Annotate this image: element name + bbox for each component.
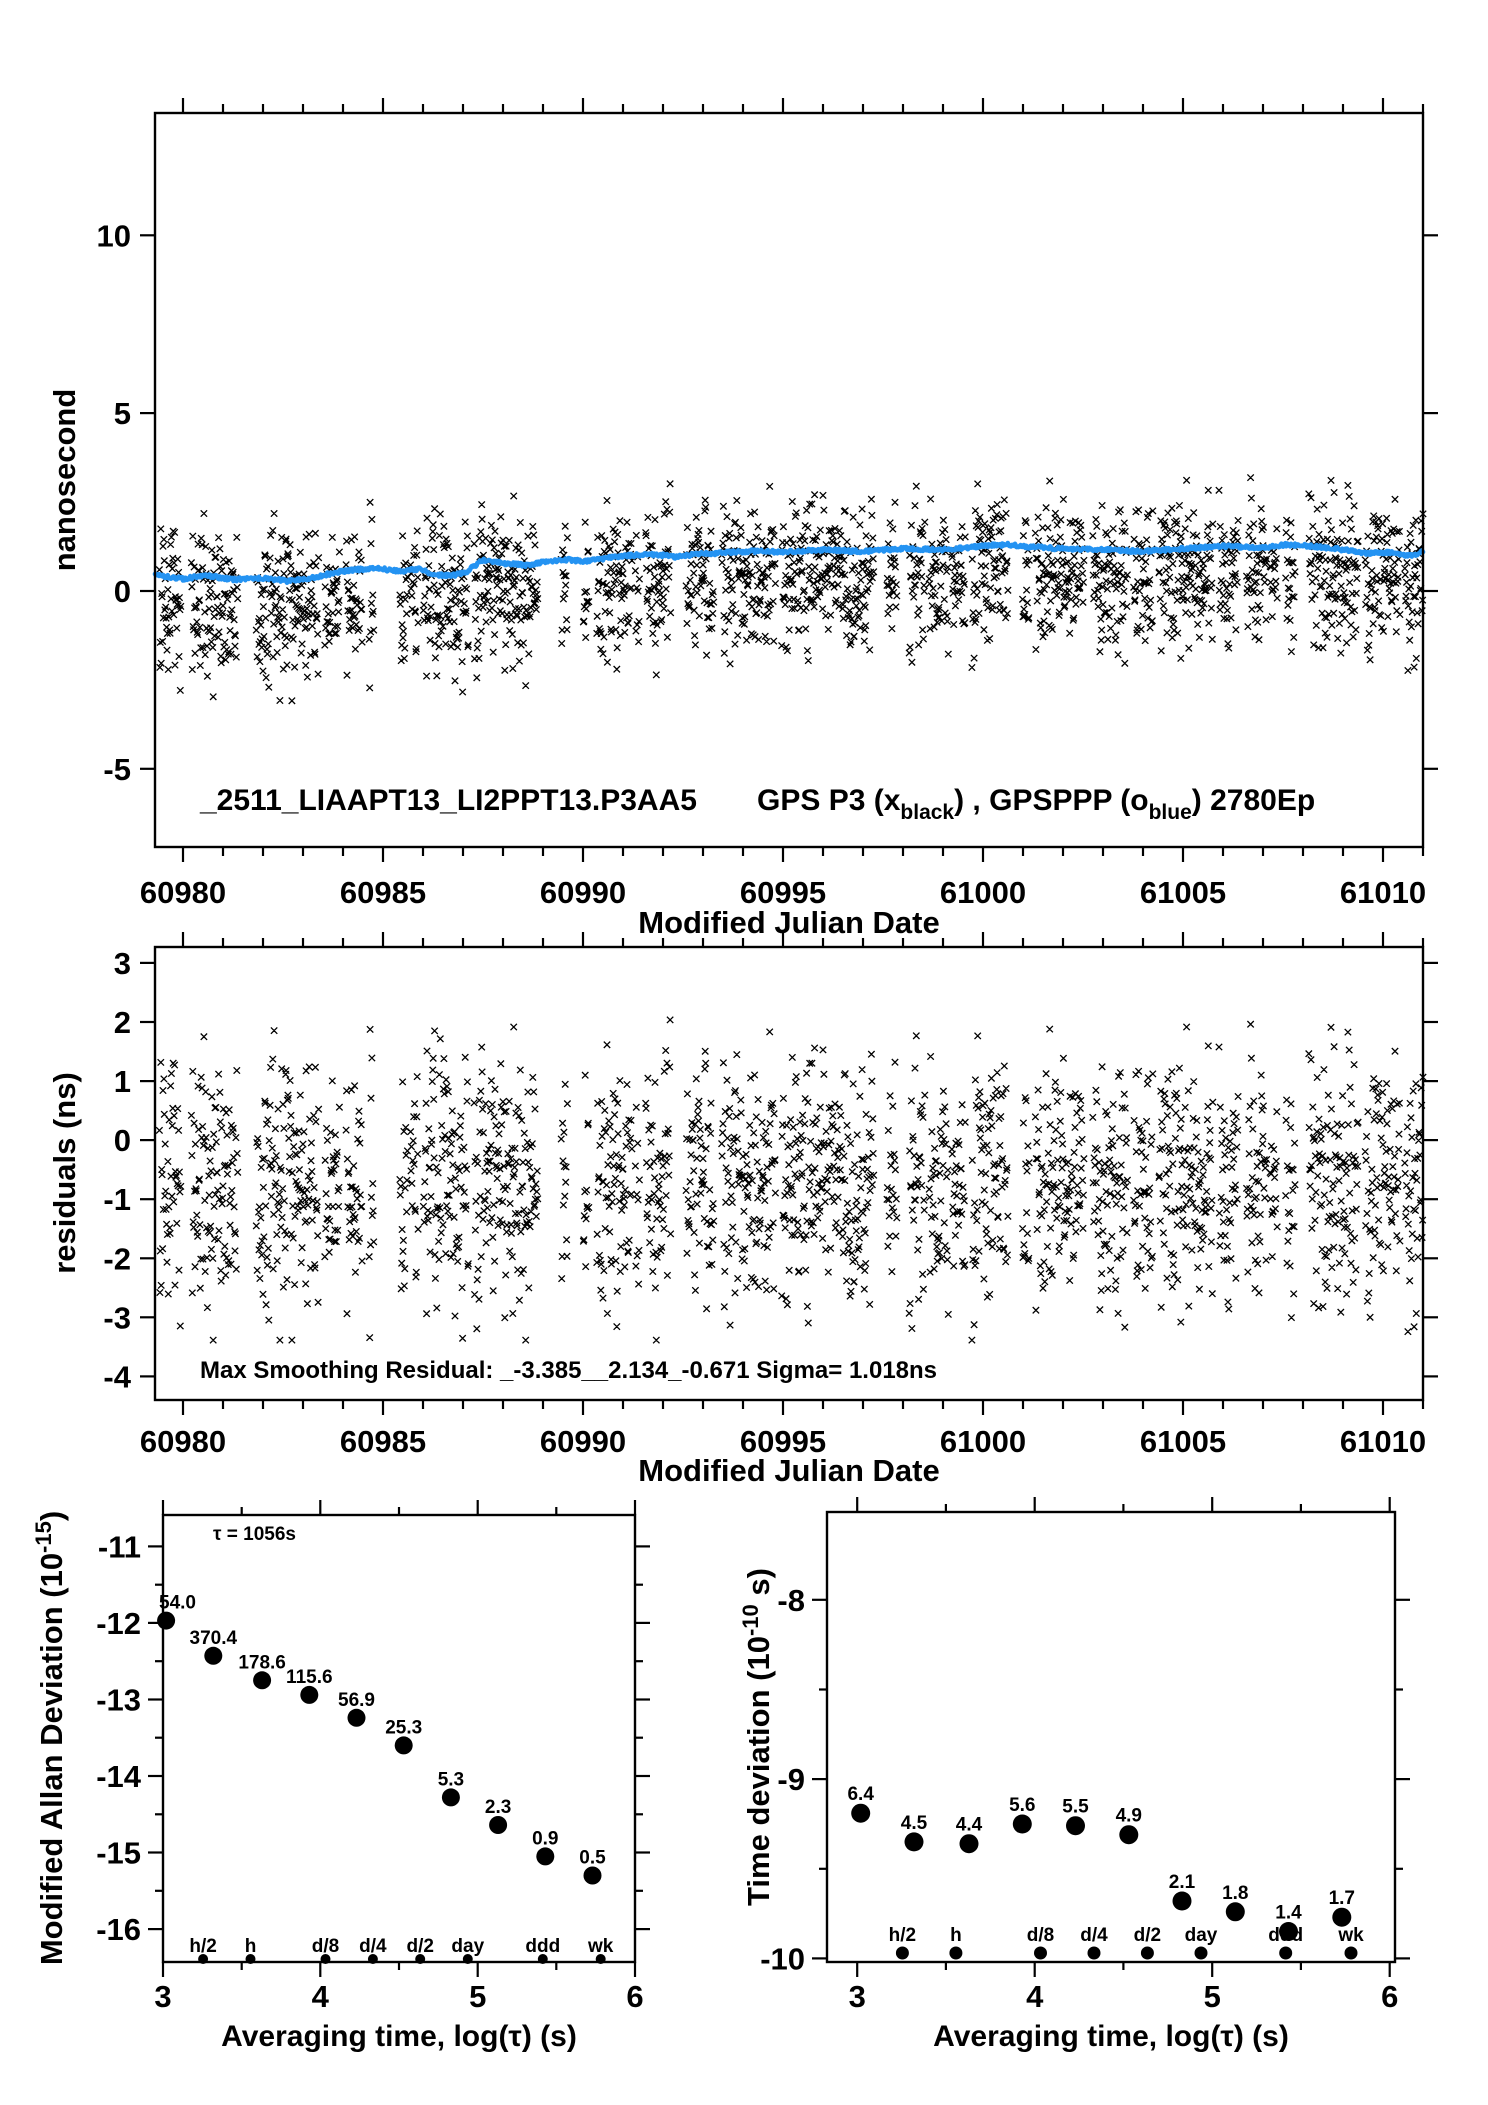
tick-label: -1 xyxy=(103,1182,131,1218)
mdev-value-label: 0.5 xyxy=(579,1847,606,1869)
tick-label: 3 xyxy=(154,1979,172,2014)
tdev-value-label: 4.5 xyxy=(900,1812,928,1834)
tau-grid-dot xyxy=(1279,1947,1292,1960)
mdev-value-label: 25.3 xyxy=(385,1717,423,1739)
tdev-point xyxy=(905,1832,924,1851)
tick-label: 3 xyxy=(113,945,131,981)
tau-grid-dot xyxy=(1088,1947,1101,1960)
tick-label: -12 xyxy=(96,1605,141,1641)
tick-label: 60980 xyxy=(139,1424,227,1459)
tdev-value-label: 2.1 xyxy=(1168,1872,1196,1893)
tdev-value-label: 1.8 xyxy=(1222,1882,1249,1904)
title-part: ) , GPSPPP (o xyxy=(954,784,1149,817)
mdev-point xyxy=(536,1847,554,1865)
title-part: ) 2780Ep xyxy=(1191,784,1316,817)
tick-label: 2 xyxy=(113,1005,131,1040)
tick-label: 10 xyxy=(96,218,131,254)
tick-label: -11 xyxy=(97,1529,141,1565)
tick-label: 4 xyxy=(1026,1979,1044,2014)
tau-grid-label: d/2 xyxy=(406,1936,434,1957)
mdev-value-label: 54.0 xyxy=(159,1592,196,1614)
tau-grid-dot xyxy=(1345,1947,1358,1960)
tau-grid-label: wk xyxy=(588,1936,614,1957)
tau-grid-label: day xyxy=(451,1936,485,1957)
ylabel-superscript: -10 xyxy=(738,1604,763,1637)
top-x-axis-label: Modified Julian Date xyxy=(638,905,940,940)
tau-grid-label: d/8 xyxy=(311,1936,340,1957)
mdev-value-label: 56.9 xyxy=(338,1689,375,1711)
tdev-value-label: 1.7 xyxy=(1328,1888,1356,1910)
tau-annotation: τ = 1056s xyxy=(213,1524,296,1545)
tick-label: -8 xyxy=(777,1582,805,1618)
tau-grid-dot xyxy=(1034,1947,1047,1960)
tau-grid-label: h xyxy=(244,1936,257,1957)
tick-label: 61000 xyxy=(939,1424,1027,1459)
max-smoothing-residual-annotation: Max Smoothing Residual: _-3.385__2.134_-0.671 Sigma= 1.018ns xyxy=(200,1357,938,1384)
title-subscript-blue: blue xyxy=(1148,801,1192,824)
tick-label: 6 xyxy=(1381,1979,1399,2014)
tick-label: -13 xyxy=(96,1682,141,1718)
tdev-value-label: 6.4 xyxy=(847,1784,874,1806)
mdev-point xyxy=(489,1816,507,1834)
tick-label: 60995 xyxy=(739,875,827,910)
tdev-point xyxy=(1066,1816,1085,1835)
tick-label: 0 xyxy=(113,1123,131,1159)
tick-label: 61000 xyxy=(939,875,1027,910)
ylabel-part: ) xyxy=(34,1510,69,1522)
tick-label: -5 xyxy=(103,751,131,787)
ylabel-part: Time deviation (10 xyxy=(741,1636,776,1906)
tick-label: 61010 xyxy=(1339,1424,1427,1459)
tau-grid-label: d/4 xyxy=(359,1936,387,1957)
tick-label: 1 xyxy=(113,1064,131,1100)
tick-label: 61005 xyxy=(1139,875,1227,910)
tick-label: 61005 xyxy=(1139,1424,1227,1459)
title-part: GPS P3 (x xyxy=(757,784,901,817)
mdev-value-label: 115.6 xyxy=(286,1666,333,1688)
tdev-value-label: 5.6 xyxy=(1009,1795,1036,1816)
mdev-point xyxy=(204,1647,222,1665)
tick-label: 6 xyxy=(626,1979,644,2014)
tau-grid-label: d/4 xyxy=(1080,1925,1108,1946)
tau-grid-label: d/8 xyxy=(1026,1925,1055,1946)
ylabel-part: Modified Allan Deviation (10 xyxy=(34,1552,69,1966)
tau-grid-label: d/2 xyxy=(1133,1925,1162,1946)
tick-label: -9 xyxy=(777,1762,805,1798)
tdev-point xyxy=(960,1834,979,1853)
tdev-point xyxy=(1173,1892,1192,1911)
tdev-point xyxy=(1119,1825,1138,1844)
top-title-left: _2511_LIAAPT13_LI2PPT13.P3AA5 xyxy=(200,784,697,817)
tau-grid-label: ddd xyxy=(1268,1925,1304,1946)
tau-grid-label: h xyxy=(950,1925,962,1946)
tick-label: -4 xyxy=(103,1359,131,1395)
tdev-point xyxy=(1013,1815,1032,1834)
tau-grid-label: h/2 xyxy=(888,1925,917,1946)
tick-label: 60985 xyxy=(339,875,427,910)
mdev-y-axis-label xyxy=(31,1511,69,1965)
mdev-value-label: 370.4 xyxy=(189,1627,238,1649)
tdev-value-label: 4.9 xyxy=(1115,1805,1143,1827)
tdev-point xyxy=(851,1804,870,1823)
tick-label: 5 xyxy=(469,1979,487,2014)
mdev-value-label: 2.3 xyxy=(484,1797,512,1818)
tau-grid-label: wk xyxy=(1338,1925,1364,1946)
tau-grid-label: ddd xyxy=(525,1936,561,1957)
residuals-y-axis-label: residuals (ns) xyxy=(47,1072,82,1274)
tick-label: 61010 xyxy=(1339,875,1427,910)
tick-label: -10 xyxy=(760,1941,805,1977)
residuals-x-axis-label: Modified Julian Date xyxy=(638,1453,940,1488)
tick-label: 60985 xyxy=(339,1424,427,1459)
mdev-point xyxy=(300,1686,318,1704)
mdev-point xyxy=(253,1671,271,1689)
mdev-value-label: 0.9 xyxy=(532,1828,559,1850)
tick-label: 3 xyxy=(848,1979,866,2014)
tick-label: -14 xyxy=(96,1759,141,1794)
tdev-value-label: 4.4 xyxy=(955,1814,983,1836)
mdev-x-axis-label: Averaging time, log(τ) (s) xyxy=(221,2020,577,2053)
mdev-value-label: 178.6 xyxy=(238,1652,286,1674)
tau-grid-dot xyxy=(896,1947,909,1960)
tick-label: -2 xyxy=(103,1241,131,1277)
tdev-value-label: 5.5 xyxy=(1062,1796,1089,1818)
mdev-point xyxy=(157,1612,175,1630)
mdev-point xyxy=(395,1736,413,1754)
tau-grid-dot xyxy=(1195,1947,1208,1960)
tau-grid-dot xyxy=(1141,1947,1154,1960)
tick-label: 60995 xyxy=(739,1424,827,1459)
tdev-x-axis-label: Averaging time, log(τ) (s) xyxy=(933,2020,1289,2053)
tick-label: 60980 xyxy=(139,875,227,910)
ylabel-superscript: -15 xyxy=(31,1521,56,1553)
tdev-value-label: 1.4 xyxy=(1275,1902,1302,1924)
tick-label: 5 xyxy=(1203,1979,1221,2014)
top-y-axis-label: nanosecond xyxy=(47,388,82,572)
tau-grid-label: day xyxy=(1184,1925,1218,1946)
tick-label: 60990 xyxy=(539,875,627,910)
tdev-point xyxy=(1226,1902,1245,1921)
tick-label: -16 xyxy=(96,1912,141,1948)
tick-label: -15 xyxy=(96,1835,141,1871)
tau-grid-label: h/2 xyxy=(189,1936,217,1957)
ylabel-part: s) xyxy=(741,1568,776,1605)
tick-label: -3 xyxy=(103,1300,131,1336)
tdev-point xyxy=(1332,1908,1351,1927)
tau-grid-dot xyxy=(949,1947,962,1960)
tick-label: 0 xyxy=(113,574,131,609)
mdev-point xyxy=(348,1709,366,1727)
tick-label: 5 xyxy=(113,396,131,432)
mdev-point xyxy=(442,1788,460,1806)
tick-label: 4 xyxy=(311,1979,329,2014)
mdev-value-label: 5.3 xyxy=(437,1769,465,1791)
mdev-point xyxy=(584,1867,602,1885)
tick-label: 60990 xyxy=(539,1424,627,1459)
title-subscript-black: black xyxy=(900,801,955,824)
